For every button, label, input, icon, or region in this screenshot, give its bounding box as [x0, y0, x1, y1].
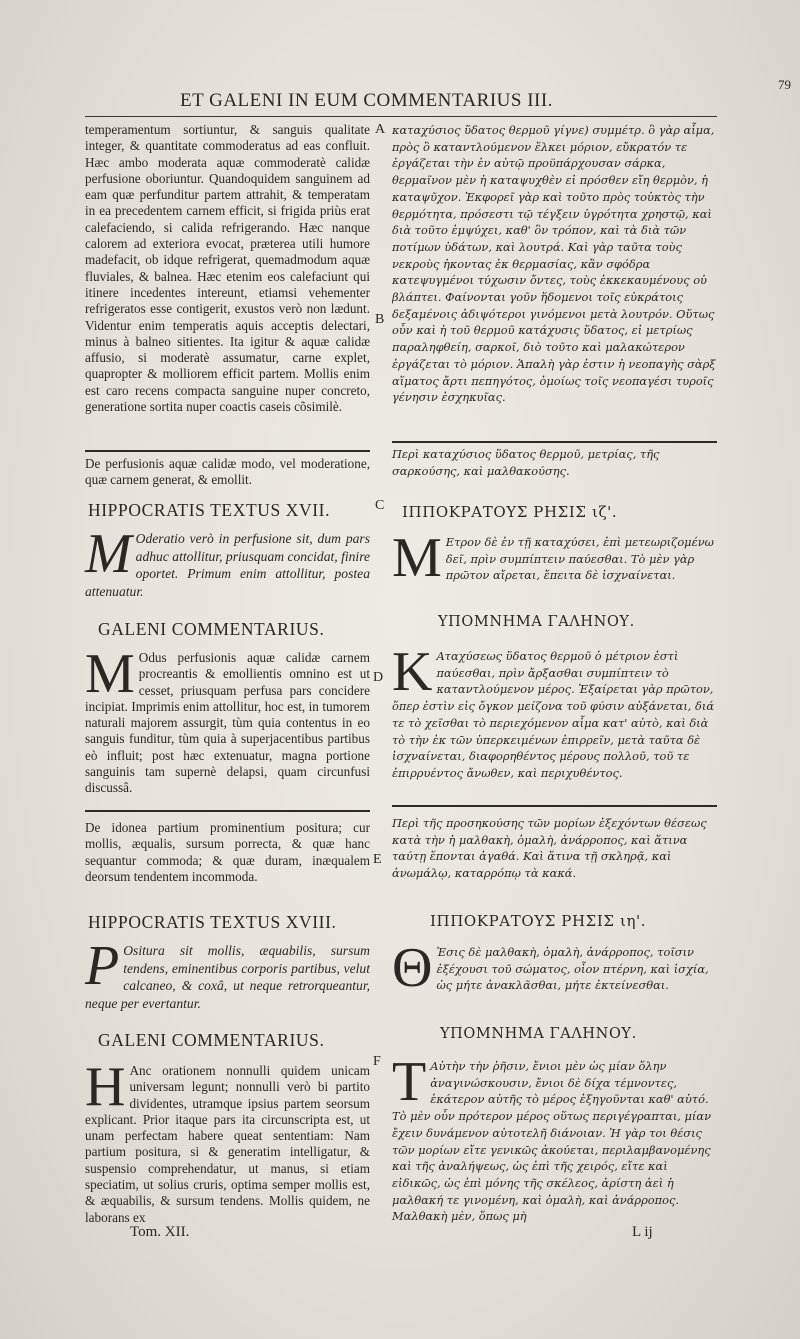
- drop-cap: Κ: [392, 641, 433, 703]
- page-number: 79: [778, 77, 791, 92]
- latin-commentary-1: M Odus perfusionis aquæ calidæ carnem procreantis & emollientis omnino est ut cesset, priusquam perfusa pars concidere incipiat. Imprimis enim attollitur, hoc est, in tumorem naturali majorem assurgit, tùm quia contentus in eo sanguis funditur, tùm quia à superjacentibus partibus eò influit; post hæc extenuatur, magna portione sanguinis tam supernè delapsi, quam circunfusi discussâ.: [85, 643, 370, 796]
- signature-mark: Tom. XII.: [130, 1224, 190, 1240]
- drop-cap: M: [85, 643, 135, 705]
- latin-rule: [85, 450, 370, 452]
- greek-heading-commentary-1: ΥΠΟΜΝΗΜΑ ΓΑΛΗΝΟΥ.: [438, 614, 635, 630]
- margin-letter-a: A: [375, 122, 386, 137]
- greek-heading-text-18: ΙΠΠΟΚΡΑΤΟΥΣ ΡΗΣΙΣ ιη'.: [430, 912, 647, 930]
- greek-paragraph: καταχύσιος ὕδατος θερμοῦ γίγνε) συμμέτρ. ὃ γὰρ αἷμα, πρὸς ὃ καταντλούμενον ἕλκει μόριον, εὔκρατόν τε ἐργάζεται τὴν ἐν αὐτῷ προϋπάρχουσαν σάρκα, θερμαῖνον μὲν ἡ καταψυχθὲν εἰ πρόσθεν εἴη θερμὸν, ἡ καταψῦχον. Ἐκφορεῖ γὰρ καὶ τοῦτο πρὸς τοὐκτὸς τὴν θερμότητα, πρόσεστι τῷ τέγξειν ὑγρότητα χρηστῷ, καὶ διὰ τοῦτο ἐμψύχει, καθ' ὃν τρόπον, καὶ τὰ διὰ τῶν ποτίμων ὑδάτων, καὶ λουτρά. Καὶ γὰρ ταῦτα τοὺς νεκροὺς ἠκοντας ἐκ θερμασίας, κἂν σφόδρα κατεψυγμένοι τύχωσιν ὄντες, τοὺς ἐκκεκαυμένους οὐ βλάπτει. Φαίνονται γοῦν ἥδομενοι τοῖς εὐκράτοις δεξαμένοις ἀδιψότεροι γινόμενοι μετὰ λουτρόν. Οὕτως οὖν καὶ ἡ τοῦ θερμοῦ κατάχυσις ὕδατος, εἰ μετρίως παραληφθείη, σαρκοῖ, διὸ τοῦτο καὶ μαλακώτερον ἐργάζεται τὸ μόριον. Ἁπαλὴ γὰρ ἐστιν ἡ νεοπαγὴς σὰρξ αἵματος ἄρτι πεπηγότος, ὁμοίως τοῖς νεοπαγέσι τυροῖς γένησιν ἐσχηκυῖας.: [392, 123, 716, 405]
- margin-letter-f: F: [373, 1054, 381, 1069]
- catchword: L ij: [632, 1224, 653, 1240]
- greek-rule: [392, 805, 717, 807]
- greek-text-18: Θ Ἐσις δὲ μαλθακὴ, ὁμαλὴ, ἀνάρροπος, τοῖσιν ἐξέχουσι τοῦ σώματος, οἷον πτέρνη, καὶ ἰσχία, ὡς μήτε ἀνακλᾶσθαι, μήτε ἐκτείνεσθαι.: [392, 937, 709, 999]
- running-title: ET GALENI IN EUM COMMENTARIUS III.: [180, 90, 553, 111]
- greek-heading-text-17: ΙΠΠΟΚΡΑΤΟΥΣ ΡΗΣΙΣ ιζ'.: [402, 503, 618, 521]
- drop-cap: Τ: [392, 1051, 427, 1113]
- margin-letter-e: E: [373, 852, 382, 867]
- latin-heading-commentary-2: GALENI COMMENTARIUS.: [98, 1030, 325, 1050]
- margin-letter-c: C: [375, 498, 385, 513]
- margin-letter-b: B: [375, 312, 385, 327]
- margin-letter-d: D: [373, 670, 384, 685]
- latin-commentary-2: H Anc orationem nonnulli quidem unicam universam legunt; nonnulli verò bi partito dividentes, utramque ipsius partem seorsum explicant. Prior itaque pars ita circunscripta est, ut unam perfectam habere queat sententiam: Nam partium positura, si & generatim intelligatur, & suspensio comprehendatur, ut manus, si etiam speciatim, ut solius cruris, optima semper mollis est, & æquabilis, & sursum tendens. Mollis quidem, ne laborans ex: [85, 1056, 370, 1225]
- drop-cap: Μ: [392, 527, 442, 589]
- latin-text-17: M Oderatio verò in perfusione sit, dum pars adhuc attollitur, priusquam concidat, finire oportet. Primum enim attollitur, postea attenuatur.: [85, 523, 371, 599]
- header-rule: [85, 116, 717, 117]
- latin-text-18: P Ositura sit mollis, æquabilis, sursum tendens, eminentibus corporis partibus, velut calcaneo, & coxâ, ut neque retrorqueantur, neque per evertantur.: [85, 935, 370, 1011]
- latin-summary-1: De perfusionis aquæ calidæ modo, vel moderatione, quæ carnem generat, & emollit.: [85, 456, 370, 488]
- latin-rule: [85, 810, 370, 812]
- greek-summary-2: Περὶ τῆς προσηκούσης τῶν μορίων ἐξεχόντων θέσεως κατὰ τὴν ἡ μαλθακὴ, ὁμαλὴ, ἀνάρροπος, καὶ ἅτινα ταύτῃ ἕπονται ἀγαθά. Καὶ ἅτινα τῇ σκληρᾷ, καὶ ἀνωμάλῳ, καταρρόπῳ τὰ κακά.: [392, 816, 707, 881]
- greek-heading-commentary-2: ΥΠΟΜΝΗΜΑ ΓΑΛΗΝΟΥ.: [440, 1026, 637, 1042]
- greek-commentary-2: Τ Αὐτὴν τὴν ῥῆσιν, ἔνιοι μὲν ὡς μίαν ὅλην ἀναγινώσκουσιν, ἔνιοι δὲ δίχα τέμνοντες, ἑκάτερον αὐτῆς τὸ μέρος ἐξηγοῦνται καθ' αὑτό. Τὸ μὲν οὖν πρότερον μέρος οὕτως περιγέγραπται, μίαν ἔχειν δυνάμενον αὐτοτελῆ διάνοιαν. Ἡ γὰρ τοι θέσις τῶν μορίων εἴτε γενικῶς ἀκούεται, περιλαμβανομένης καὶ τῆς ἀναλήψεως, ὡς ἐπὶ τῆς χειρός, εἴτε καὶ εἰδικῶς, ὡς ἐπὶ μόνης τῆς σκέλεος, ἀρίστη ἀεὶ ἡ μαλθακή τε γινομένη, καὶ ὁμαλὴ, καὶ ἀνάρροπος. Μαλθακὴ μὲν, ὅπως μὴ: [392, 1051, 712, 1224]
- drop-cap: P: [85, 935, 120, 997]
- greek-summary-1: Περὶ καταχύσιος ὕδατος θερμοῦ, μετρίας, τῆς σαρκούσης, καὶ μαλθακούσης.: [392, 447, 660, 478]
- latin-summary-2: De idonea partium prominentium positura; cur mollis, æqualis, sursum porrecta, & quæ hanc sequantur commoda; & quæ duram, inæqualem deorsum tendentem incommoda.: [85, 820, 370, 884]
- drop-cap: H: [85, 1056, 126, 1118]
- latin-paragraph: temperamentum sortiuntur, & sanguis qualitate integer, & quantitate commoderatus ad eas confluit. Hæc ambo moderata aquæ commoderatè calidæ perfusione oboriuntur. Quandoquidem sanguinem ad eam quæ perfunditur partem attrahit, & temperatam in ea precedentem carnem efficit, si frigida priùs erat calefaciendo, si calida refrigerando. Hæc nanque calorem ad exteriora evocat, præterea utili humore madefacit, ob idque refrigerat, quemadmodum aquæ fluviales, & balnea. Hæc etenim eos calefaciunt qui itinere incedentes intereunt, etiamsi vehementer refrigeratos esse contigerit, exustos verò non lædunt. Videntur enim temperatis aquis acceptis delectari, minus à balneo sitientes. Ita igitur & aquæ calidæ affusio, si moderatè assumatur, carne explet, quapropter & molliorem efficit partem. Mollis enim est caro recens compacta sanguine nuper concreto, generatione sortita nuper coactis caseis cõsimilè.: [85, 122, 370, 415]
- drop-cap: Θ: [392, 937, 433, 999]
- greek-text-17: Μ Ετρον δὲ ἐν τῇ καταχύσει, ἐπὶ μετεωριζομένω δεῖ, πρὶν συμπίπτειν παύεσθαι. Τὸ μὲν γὰρ πρῶτον αἴρεται, ἔπειτα δὲ ἰσχναίνεται.: [392, 527, 714, 589]
- latin-heading-text-18: HIPPOCRATIS TEXTUS XVIII.: [88, 912, 337, 932]
- greek-rule: [392, 441, 717, 443]
- latin-heading-text-17: HIPPOCRATIS TEXTUS XVII.: [88, 500, 331, 520]
- drop-cap: M: [85, 523, 132, 585]
- greek-commentary-1: Κ Αταχύσεως ὕδατος θερμοῦ ὁ μέτριον ἐστὶ παύεσθαι, πρὶν ἄρξασθαι συμπίπτειν τὸ καταντλούμενον μέρος. Ἐξαίρεται γὰρ πρῶτον, ὅπερ ἐστὶν εἰς ὄγκον μείζονα τοῦ φύσιν αὐξάνεται, διά τε τὸ χεῖσθαι τὸ περιεχόμενον αἷμα κατ' αὐτὸ, καὶ διὰ τὸ τὴν ἐκ τῶν ὑπερκειμένων ἐπιρρεῖν, μετὰ ταῦτα δὲ ἰσχναίνεται, διαφορηθέντος μέρους πολλοῦ, τοῦ τε ἐπιρρυέντος ἄνωθεν, καὶ περιχυθέντος.: [392, 641, 715, 780]
- latin-heading-commentary-1: GALENI COMMENTARIUS.: [98, 619, 325, 639]
